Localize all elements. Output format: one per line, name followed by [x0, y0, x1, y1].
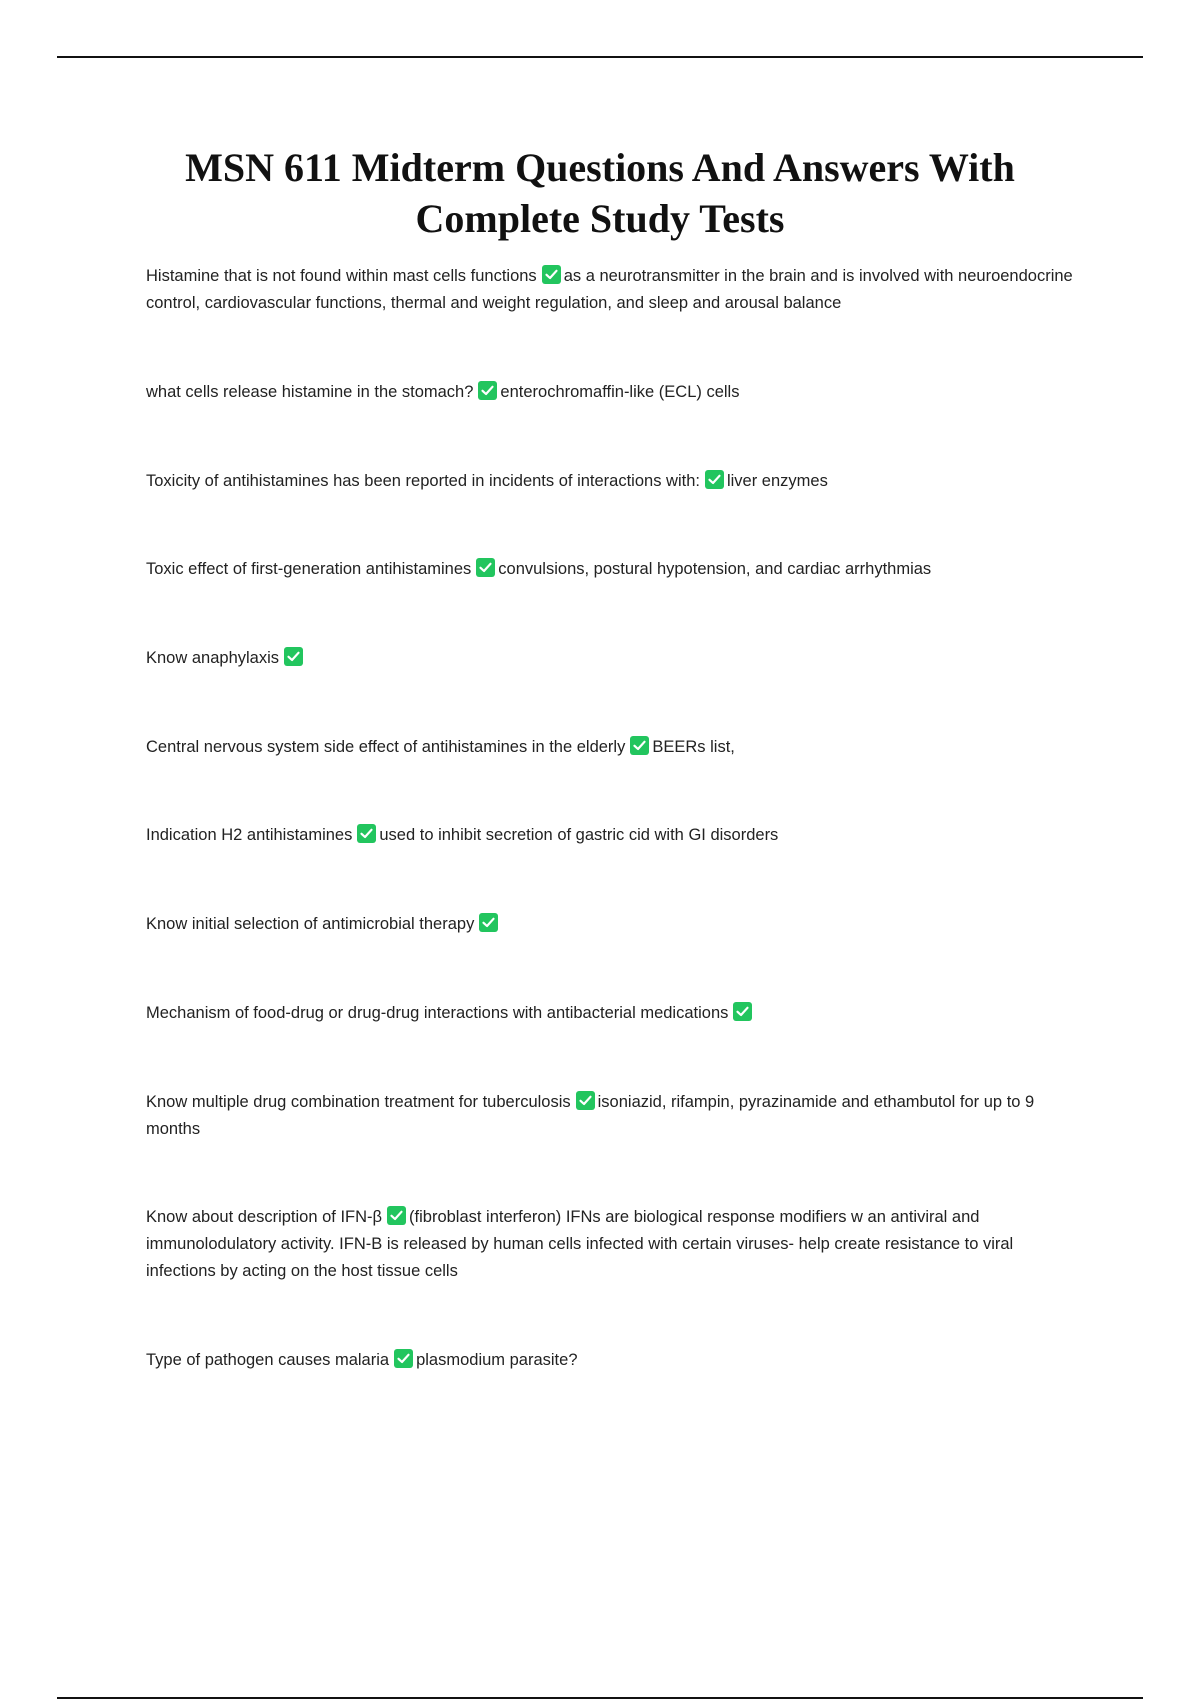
checkmark-icon [387, 1206, 406, 1225]
document-title: MSN 611 Midterm Questions And Answers With Complete Study Tests [185, 145, 1015, 241]
answer-text: enterochromaffin-like (ECL) cells [500, 383, 740, 401]
answer-text: used to inhibit secretion of gastric cid with GI disorders [379, 826, 779, 844]
qa-item [146, 468, 1086, 495]
bottom-rule [57, 1697, 1143, 1699]
answer-text: plasmodium parasite? [416, 1351, 578, 1369]
qa-item [146, 645, 1086, 672]
question-text: Central nervous system side effect of antihistamines in the elderly [146, 738, 626, 756]
question-text: Toxic effect of first-generation antihistamines [146, 560, 472, 578]
qa-item [146, 822, 1086, 849]
checkmark-icon [394, 1349, 413, 1368]
question-text: Type of pathogen causes malaria [146, 1351, 390, 1369]
qa-item [146, 263, 1086, 317]
qa-item [146, 1204, 1086, 1285]
question-text: Toxicity of antihistamines has been reported in incidents of interactions with: [146, 472, 700, 490]
question-text: Indication H2 antihistamines [146, 826, 353, 844]
checkmark-icon [576, 1091, 595, 1110]
answer-text: isoniazid, rifampin, pyrazinamide and ethambutol for up to 9 months [146, 1093, 1035, 1138]
question-text: Know about description of IFN-β [146, 1208, 383, 1226]
qa-item [146, 734, 1086, 761]
qa-item [146, 379, 1086, 406]
qa-item [146, 911, 1086, 938]
checkmark-icon [284, 647, 303, 666]
question-text: Mechanism of food-drug or drug-drug interactions with antibacterial medications [146, 1004, 729, 1022]
checkmark-icon [476, 558, 495, 577]
question-text: Histamine that is not found within mast cells functions [146, 267, 537, 285]
answer-text: BEERs list, [652, 738, 735, 756]
checkmark-icon [357, 824, 376, 843]
answer-text: liver enzymes [726, 472, 828, 490]
checkmark-icon [630, 736, 649, 755]
qa-item [146, 1089, 1086, 1143]
qa-list [146, 263, 1086, 1374]
answer-text: (fibroblast interferon) IFNs are biological response modifiers w an antiviral and immunolodulatory activity. IFN-B is released by human cells infected with certain viruses- help create resistance to viral infections by acting on the host tissue cells [146, 1208, 1014, 1280]
top-rule [57, 56, 1143, 58]
answer-text: as a neurotransmitter in the brain and is involved with neuroendocrine control, cardiovascular functions, thermal and weight regulation, and sleep and arousal balance [146, 267, 1073, 312]
checkmark-icon [542, 265, 561, 284]
question-text: Know multiple drug combination treatment for tuberculosis [146, 1093, 571, 1111]
question-text: what cells release histamine in the stomach? [146, 383, 474, 401]
checkmark-icon [705, 470, 724, 489]
checkmark-icon [478, 381, 497, 400]
question-text: Know initial selection of antimicrobial therapy [146, 915, 475, 933]
question-text: Know anaphylaxis [146, 649, 279, 667]
qa-item [146, 556, 1086, 583]
answer-text: convulsions, postural hypotension, and cardiac arrhythmias [498, 560, 932, 578]
checkmark-icon [733, 1002, 752, 1021]
qa-item [146, 1347, 1086, 1374]
checkmark-icon [479, 913, 498, 932]
qa-item [146, 1000, 1086, 1027]
